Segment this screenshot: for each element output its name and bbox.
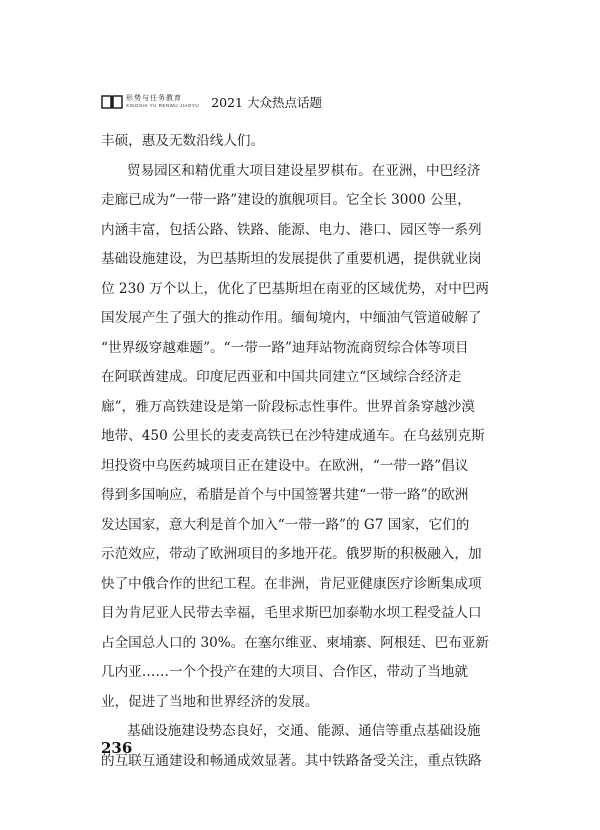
header-title: 2021 大众热点话题: [211, 95, 322, 110]
running-header: [101, 92, 322, 112]
text-line: 占全国总人口的 30%。在塞尔维亚、柬埔寨、阿根廷、巴布亚新: [101, 634, 489, 651]
logo-chinese-text: 形势与任务教育: [126, 94, 182, 103]
text-line: 得到多国响应，希腊是首个与中国签署共建“一带一路”的欧洲: [101, 487, 469, 503]
page-number: 236: [101, 739, 133, 757]
text-line: 基础设施建设，为巴基斯坦的发展提供了重要机遇，提供就业岗: [101, 251, 482, 267]
text-line: 走廊已成为“一带一路”建设的旗舰项目。它全长 3000 公里，: [101, 192, 471, 208]
text-line: 的互联互通建设和畅通成效显著。其中铁路备受关注，重点铁路: [101, 752, 482, 769]
text-line: 快了中俄合作的世纪工程。在非洲，肯尼亚健康医疗诊断集成项: [101, 575, 482, 592]
text-line: 目为肯尼亚人民带去幸福，毛里求斯巴加泰勒水坝工程受益人口: [101, 605, 482, 621]
text-line: 内涵丰富，包括公路、铁路、能源、电力、港口、园区等一系列: [101, 221, 482, 238]
text-line: 国发展产生了强大的推动作用。缅甸境内，中缅油气管道破解了: [101, 310, 482, 326]
text-line: 在阿联酋建成。印度尼西亚和中国共同建立“区域综合经济走: [101, 369, 462, 385]
logo-pinyin-text: XINGSHI YU RENWU JIAOYU: [126, 103, 200, 109]
open-book-icon: [101, 95, 123, 109]
text-line: 丰硕，惠及无数沿线人们。: [101, 133, 265, 149]
text-line: 几内亚……一个个投产在建的大项目、合作区，带动了当地就: [101, 664, 469, 680]
series-logo: [101, 95, 199, 109]
body-text: [101, 127, 499, 776]
text-line: 示范效应，带动了欧洲项目的多地开花。俄罗斯的积极融入，加: [101, 546, 482, 562]
text-line: “世界级穿越难题”。“一带一路”迪拜站物流商贸综合体等项目: [101, 339, 469, 356]
paragraph-first-line: 贸易园区和精优重大项目建设星罗棋布。在亚洲，中巴经济: [127, 162, 481, 179]
text-line: 位 230 万个以上，优化了巴基斯坦在南亚的区域优势，对中巴两: [101, 280, 490, 297]
text-line: 业，促进了当地和世界经济的发展。: [101, 693, 319, 710]
paragraph-first-line: 基础设施建设势态良好，交通、能源、通信等重点基础设施: [127, 723, 481, 739]
text-line: 坦投资中乌医药城项目正在建设中。在欧洲，“一带一路”倡议: [101, 457, 469, 474]
text-line: 发达国家，意大利是首个加入“一带一路”的 G7 国家，它们的: [101, 516, 470, 533]
text-line: 地带、450 公里长的麦麦高铁已在沙特建成通车。在乌兹别克斯: [101, 428, 485, 444]
text-line: 廊”，雅万高铁建设是第一阶段标志性事件。世界首条穿越沙漠: [101, 398, 475, 415]
